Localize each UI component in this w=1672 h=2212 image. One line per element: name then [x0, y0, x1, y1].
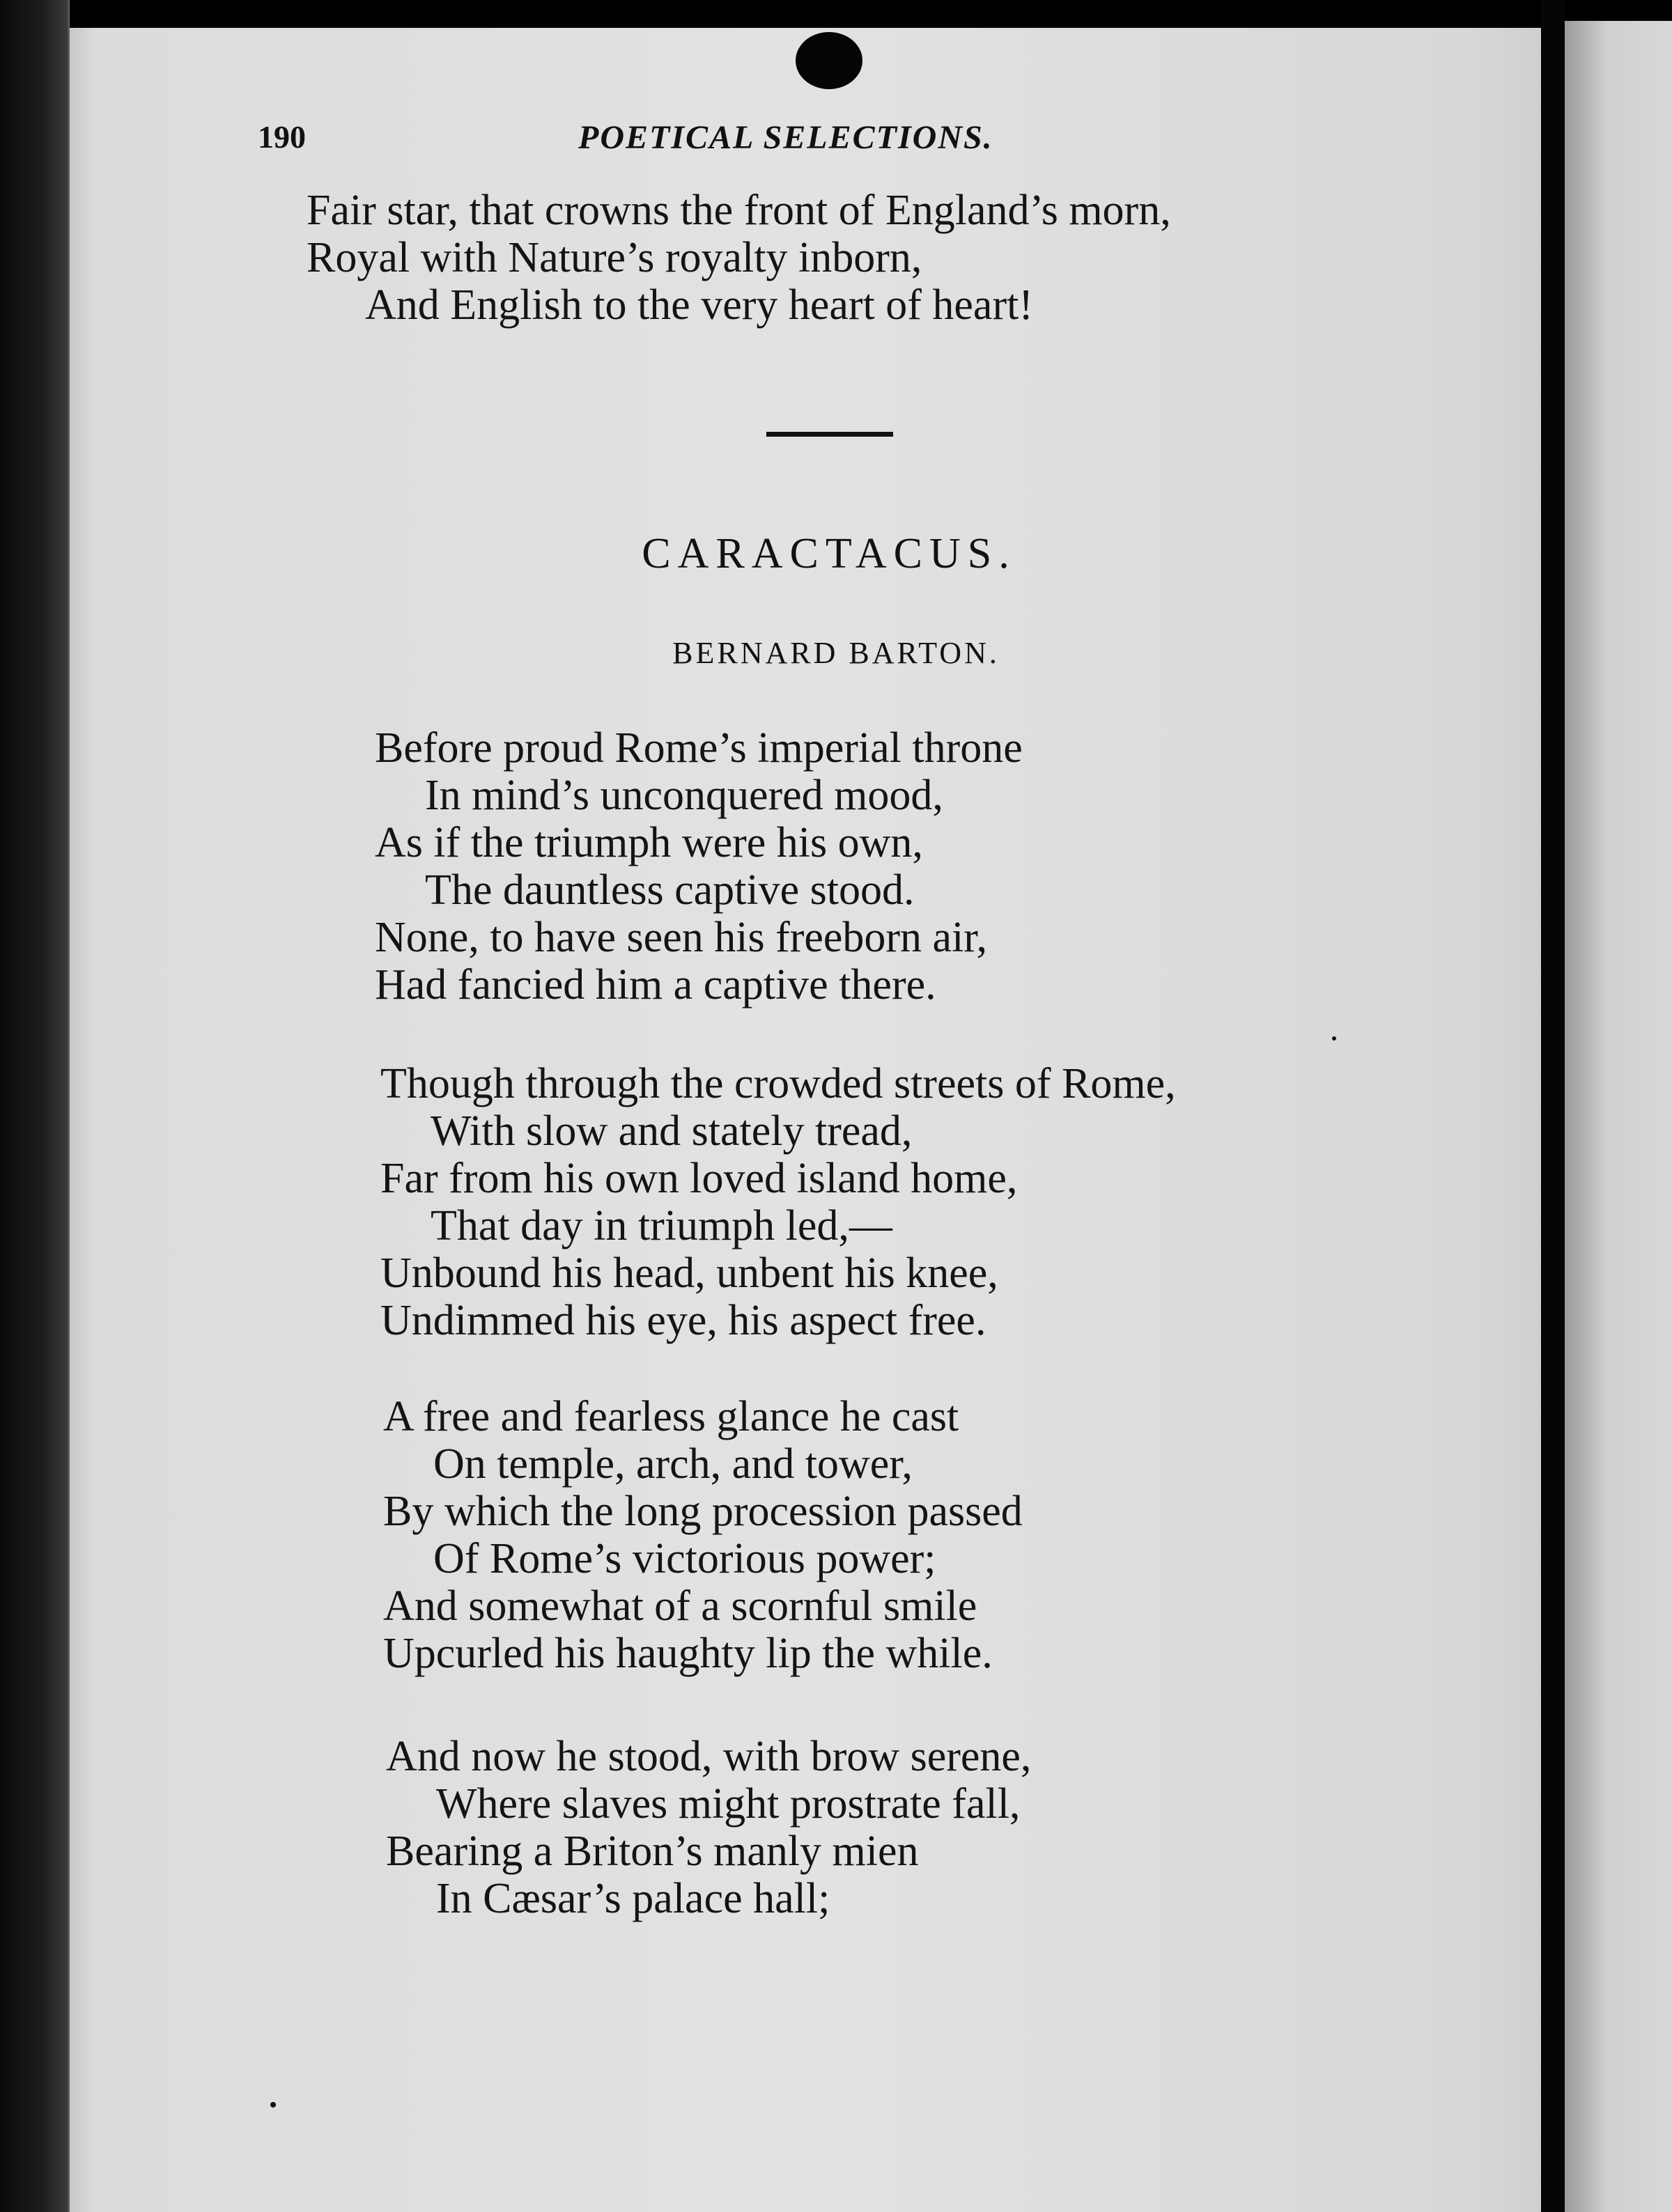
verse-line: Where slaves might prostrate fall,: [436, 1780, 1021, 1828]
verse-line: As if the triumph were his own,: [375, 819, 923, 866]
verse-line: The dauntless captive stood.: [425, 866, 915, 914]
verse-line: Undimmed his eye, his aspect free.: [380, 1297, 986, 1344]
verse-line: Had fancied him a captive there.: [375, 961, 936, 1008]
print-speck: [1332, 1036, 1336, 1041]
verse-line: Before proud Rome’s imperial throne: [375, 724, 1023, 772]
verse-line: In mind’s unconquered mood,: [425, 772, 943, 819]
verse-line: Royal with Nature’s royalty inborn,: [307, 234, 922, 281]
verse-line: Unbound his head, unbent his knee,: [380, 1249, 998, 1297]
previous-poem-ending: [307, 187, 1672, 329]
verse-line: That day in triumph led,—: [431, 1202, 892, 1249]
verse-line: With slow and stately tread,: [431, 1107, 913, 1155]
verse-line: Though through the crowded streets of Rome,: [380, 1060, 1176, 1107]
verse-line: By which the long procession passed: [383, 1488, 1023, 1535]
stanza-3: [383, 1393, 1672, 1677]
verse-line: None, to have seen his freeborn air,: [375, 914, 987, 961]
verse-line: Far from his own loved island home,: [380, 1155, 1018, 1202]
verse-line: And somewhat of a scornful smile: [383, 1582, 977, 1630]
verse-line: A free and fearless glance he cast: [383, 1393, 959, 1440]
binding-hole: [796, 32, 862, 89]
verse-line: In Cæsar’s palace hall;: [436, 1875, 830, 1922]
verse-line: And English to the very heart of heart!: [365, 281, 1033, 329]
verse-line: Upcurled his haughty lip the while.: [383, 1630, 993, 1677]
poem-author: BERNARD BARTON.: [672, 636, 1000, 670]
verse-line: On temple, arch, and tower,: [433, 1440, 913, 1488]
poem-title: CARACTACUS.: [642, 530, 1016, 577]
verse-line: Of Rome’s victorious power;: [433, 1535, 936, 1582]
book-left-edge: [0, 0, 70, 2212]
running-head: POETICAL SELECTIONS.: [578, 119, 993, 156]
stanza-4: [386, 1733, 1672, 1922]
section-divider: [766, 432, 893, 437]
stanza-2: [380, 1060, 1672, 1344]
page-number: 190: [258, 119, 306, 155]
stanza-1: [375, 724, 1672, 1008]
verse-line: Bearing a Briton’s manly mien: [386, 1828, 919, 1875]
print-speck: [270, 2102, 276, 2108]
page-header: [258, 118, 1052, 174]
verse-line: And now he stood, with brow serene,: [386, 1733, 1032, 1780]
verse-line: Fair star, that crowns the front of England’s morn,: [307, 187, 1171, 234]
